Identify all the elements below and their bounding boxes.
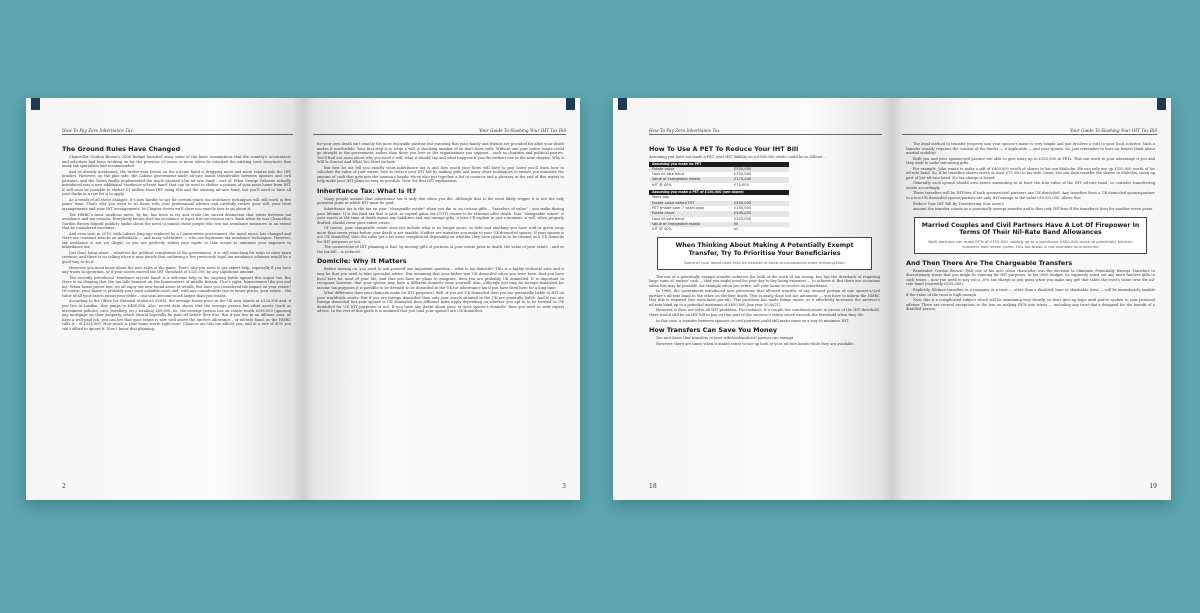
section-heading: Domicile: Why It Matters — [317, 257, 407, 266]
pet-table-no-pet — [649, 162, 789, 188]
table-cell: nil — [731, 227, 789, 232]
header-rule — [902, 134, 1157, 135]
page-body — [62, 142, 291, 474]
paragraph: Reduce Your IHT Bill By Transferring Your Assets — [913, 201, 1004, 206]
paragraph: Many people assume that inheritance tax is only due when you die. Although that is the most likely trigger it is not the only potential point at which IHT must be paid. — [317, 196, 564, 206]
paragraph: Of course, your chargeable estate does not include what is no longer yours, so debt and anything you have sold or given away more than seven years before your death is not taxable. Neither are transfers you make to your UK-domiciled spouse. If your spouse is not UK domiciled, then the rules get a bit more complicated depending on whether they have opted in to be treated as a UK domicile for IHT purposes or not. — [317, 226, 564, 244]
callout-title: Married Couples and Civil Partners Have A Lot Of Firepower In Terms Of Their Nil-Rate Band Allowances — [921, 221, 1140, 237]
table-header: Assuming you make no PET — [649, 162, 789, 167]
table-cell: £175,000 — [731, 177, 789, 182]
page-3 — [303, 98, 580, 500]
callout-subtitle: Both partners can make PETs of £325,000, adding up to a significant £650,000 worth of potentially tax-free transfers over seven years. This tax break is not available to unmarried — [928, 238, 1133, 249]
book-spread-right — [613, 98, 1171, 500]
paragraph: for your own death isn't exactly the most enjoyable pastime but ensuring that your family and friends are provided for after your death makes it worthwhile. Your first step is to write a will. A shocking number of us don't have wills. Without one your entire estate could go straight to the government, rather than those you love or the organisations you support – such as charities and political parties. You'll find out more about why you need a will, what it should say and what happens if you die without one in the next chapter, Why A Will Is Crucial And What You Must Include. — [317, 142, 564, 165]
page-number: 18 — [649, 483, 657, 490]
paragraph: Explicitly, lifetime transfers to a company or a trust — other than a disabled, bare or charitable trust — will be immediately taxable if the value of the trust is high enough. — [906, 288, 1155, 297]
section-heading: How Transfers Can Save You Money — [649, 326, 778, 335]
header-rule — [62, 134, 293, 135]
section-heading: How To Use A PET To Reduce Your IHT Bill — [649, 145, 799, 153]
page-18 — [613, 98, 892, 500]
paragraph: What difference does your domicile make for IHT purposes? Well, if you are UK domiciled then you are potentially liable to IHT on your worldwide assets. But if you are foreign domiciled then only your assets situated in the UK are generally liable. And if you are foreign domiciled but your spouse is UK domiciled then different rules apply depending on whether you opt in to be treated as UK domiciled for UK IHT purposes or not. If you have any doubt about your, or your spouse's domicile, then you need to seek expert advice. In the rest of this guide it is assumed that you (and your spouse) are UK domiciled. — [317, 291, 564, 314]
paragraph: The recently introduced 'residence nil-rate band' is a welcome help in the ongoing battle against this unjust tax. But there is no denying that the tax falls heaviest on the homeowners of middle Britain. That's right, homeowners like you and me. When house prices rise, we all enjoy our new-found sense of wealth. But have you considered the impact on your estate? Of course, your house is probably your most valuable asset and, with any considerable rise in house prices, your estate – the value of all your assets minus your debts – can soon become much larger than you realise. — [62, 275, 291, 298]
paragraph: However, you must know about the new rules of the game. That's why you need to get expert help, especially if you have any trusts in operation, or if your assets exceed the IHT threshold of £325,000 by any significant amount. — [62, 265, 291, 275]
book-spread-left — [26, 98, 580, 500]
paragraph: Inheritance tax is the tax on your "chargeable estate" when you die or on certain gifts – "transfers of value" – you make during your lifetime. It is the final tax that is paid, as capital gains tax (CGT) ceases to be relevant after death. Your "chargeable estate" is your assets at the time of death minus any liabilities and any exempt gifts, a term I'll explain in just a moment. A will, when properly drafted, should cover your entire estate. — [317, 207, 564, 225]
paragraph: However, there are times when it makes sense to use up both of your nil-rate bands while they are available. — [656, 341, 855, 346]
page-2 — [26, 98, 303, 500]
page-19 — [892, 98, 1171, 500]
paragraph: Assuming you have not made a PET, your IHT liability on a £550,000 estate could be as follows... — [649, 155, 826, 159]
table-cell: £400,000 — [731, 211, 789, 216]
header-rule — [313, 134, 566, 135]
paragraph: And even now, in 2019, with Labour long ago replaced by a Conservative government, the mood music has changed and there are constant attacks on individuals — and many celebrities — who use legitimate tax avoidance techniques. However, tax avoidance is not yet illegal, so you are perfectly within your rights to take action to minimise your exposure to inheritance tax. — [62, 231, 291, 250]
paragraph: amount the transfer counts as a potentially exempt transfer and is thus only IHT-free if the transferor lives for another seven years. — [913, 207, 1154, 212]
table-cell: Value of chargeable estate — [649, 222, 731, 227]
callout-box — [657, 237, 872, 269]
page-body — [317, 142, 564, 474]
section-heading: The Ground Rules Have Changed — [62, 145, 181, 153]
table-cell: Years ago — [649, 195, 731, 200]
callout-subtitle: Some of your loved ones may be needier or have circumstances more pressing than — [684, 259, 845, 265]
page-number: 19 — [1149, 483, 1157, 490]
table-cell: IHT @ 40% — [649, 227, 731, 232]
paragraph: Chancellor Gordon Brown's 2006 Budget knocked away some of the basic assumptions that the country's accountants and solicitors had been working on for the previous 20 years or more when he attacked the existing trust structures that many tax specialists had recommended. — [62, 155, 291, 169]
paragraph: Now, this is a complicated subject which will be examining very shortly, so don't give up hope until you've spoken to your personal adviser. There are several exceptions to the ban on making PETs into trusts — including any trust that's designed for the benefit of a disabled person. — [906, 298, 1155, 312]
table-cell: £325,000 — [731, 217, 789, 222]
corner-tab — [618, 98, 627, 110]
paragraph: You now know that transfers to your wife/husband/civil partner are exempt. — [656, 336, 795, 341]
callout-box — [914, 217, 1147, 254]
table-cell: Less nil-rate band — [649, 217, 731, 222]
paragraph: Remember Gordon Brown? Well one of his acts when chancellor was the decision to eliminate Potentially Exempt Transfers to discretionary trusts that you might be running for IHT purposes. In his 2006 budget, he expressly ruled out any more tax-free gifts to such trusts – now you need to pay out a 20% tax charge at any point when you make any gift that takes the trust's value over the nil-rate band (currently £325,000). — [906, 268, 1155, 287]
section-heading: And Then There Are The Chargeable Transfers — [906, 258, 1073, 267]
paragraph: Just don't hang about – whatever the political complexion of the government, it is still searching for ways to raise more revenue, and there is no telling when it may decide that outlawing a few previously legal tax avoidance schemes would be a good way to do it. — [62, 250, 291, 265]
paragraph: The legal method to transfer property into your spouse's name is very simple and just involves a visit to your local solicitor. Such a transfer usually requires the consent of the lender — if applicable — and your spouse. So, just remember to have an honest think about marital stability! — [906, 142, 1155, 156]
paragraph: For example, John wants to make a gift of £400,000 worth of shares to his son Malcolm. He can only use up £325,000 worth of his nil-rate band. So, if he transfers shares worth at least £75,000 to his wife, Susie, she can then transfer the shares to Malcolm, using up part of her nil-rate band. No tax charge is levied. — [906, 166, 1155, 180]
callout-title: When Thinking About Making A Potentially Exempt Transfer, Try To Prioritise Your Beneficiaries — [675, 242, 854, 257]
paragraph: As a result of all these changes, it's now harder to say for certain which tax avoidance techniques will still work in five years' time. That's why you need to sit down with your professional adviser and carefully review your will, your trust arrangements and your IHT arrangements. In Chapter Seven we'll show you exactly how to go about it. — [62, 197, 291, 212]
running-head: How To Pay Zero Inheritance Tax — [62, 128, 133, 133]
table-cell: nil — [731, 222, 789, 227]
paragraph: And as already mentioned, the twelve-year freeze on the nil-rate band is dragging more and more estates into the IHT bracket. However, on the plus side, the Labour government made nil-rate bands transferable between spouses and civil partners, and the Tories finally implemented the much vaunted £1m nil-rate band – sort of. What George Osborne actually introduced was a new additional 'residence nil-rate band' that can be used to shelter a portion of your main home from IHT. It will soon be possible to shelter £1 million from IHT using this and the existing nil-rate band, but you'll need to have all your ducks in a row for it to apply. — [62, 169, 291, 197]
table-cell: PET (made over 7 years ago) — [649, 206, 731, 211]
paragraph: According to the Office for National Statistics (ONS), the average house price in the UK now stands at £226,906 and, if you live in London, that jumps to £484,584. Also, recent data shows that the average person has other assets (such as investment policies, cars, jewellery, etc.) totalling £69,800. So, the average person has an estate worth £296,000 (ignoring any mortgage on their property, which should hopefully be paid off before they die). But if you live in an affluent area, or have a well-paid job, you can bet that your estate is now well above the tax-free allowance – or nil-rate band, as the HMRC calls it – of £325,000. How much is your home worth right now? Chances are this tax affects you, and at a rate of 40% you can't afford to ignore it. Now I know that planning — [62, 299, 291, 331]
paragraph: Both you and your spouse/civil partner are able to give away up to £325,000 in PETs. This can work to your advantage if you and they wish to make tax-saving gifts. — [906, 156, 1155, 166]
paragraph: In this case, a transfer between spouses or civil partners could still make sense as a way to minimise IHT. — [656, 318, 850, 323]
paragraph: In 1986, the government introduced new provisions that allowed transfer of any unused portion of one spouse's/civil partner's nil-rate band to the other on the first death. This is easily done but not automatic — you have to inform the HMRC that this is required (see www.hmrc.gov.uk). This provision has made things easier, as it effectively increases the survivor's nil-rate band up to a potential maximum of £650,000 (tax year 2020/21). — [649, 289, 880, 307]
section-heading: Inheritance Tax: What Is It? — [317, 186, 416, 195]
table-cell: Less nil-rate band — [649, 172, 731, 177]
table-cell: Estate value before PET — [649, 201, 731, 206]
table-cell: £150,000 — [731, 206, 789, 211]
table-cell: Value of chargeable estate — [649, 177, 731, 182]
table-cell: Estate value — [649, 211, 731, 216]
header-rule — [649, 134, 882, 135]
paragraph: But first let me tell you exactly what inheritance tax is and how much your heirs will have to pay. Later you'll learn how to calculate the value of your estate, how to reduce your IHT bill by making gifts and many other techniques to ensure you minimise the amount of cash that gets into the taxman's hands. We've also put together a list of contacts and a glossary at the end of this report to help make your IHT plans as easy as possible. Now, for that IHT explanation... — [317, 165, 564, 184]
paragraph: Generally each spouse should own assets amounting to at least the true value of the IHT nil-rate band, so consider transferring assets accordingly. — [906, 181, 1155, 190]
table-header: Assuming you make a PET of £150,000 (see above) — [649, 190, 789, 195]
table-cell: £325,000 — [731, 172, 789, 177]
paragraph: Before moving on, you need to ask yourself one important question – what is my domicile? This is a highly technical area and it may be that you need to take specialist advice. But assuming that your father was UK domiciled when you were born, that you have lived here for most of your life, and that you have no plans to emigrate, then you are probably UK domiciled. It is important to recognise however, that your spouse may have a different domicile from yourself. Also, although you may be foreign domiciled for income tax purposes it is possible to be deemed to be domiciled in the UK for inheritance tax if you have lived here for a long time. — [317, 267, 564, 290]
running-head: Your Guide To Slashing Your IHT Tax Bill — [479, 128, 566, 133]
table-cell: IHT @ 40% — [649, 183, 731, 188]
table-cell: £550,000 — [731, 167, 789, 172]
paragraph: The use of a potentially exempt transfer achieves the bulk of the work of tax saving, but has the drawback of requiring large sums of 'excess' cash — that you might need for your day-to-day living expenses — to achieve it. But there are occasions when this may be possible, for example when you retire, sell your home or receive an inheritance. — [649, 274, 880, 288]
paragraph: These transfers will be IHT-free if both spouses/civil partners are UK-domiciled. Any transfers from a UK-domiciled spouse/partner to a non-UK domiciled spouse/partner are only IHT-exempt to the value of £325,000. Above this — [906, 191, 1155, 201]
corner-tab — [566, 98, 575, 110]
page-body — [906, 142, 1155, 474]
running-head: How To Pay Zero Inheritance Tax — [649, 128, 720, 133]
table-cell: £550,000 — [731, 201, 789, 206]
pet-table-with-pet — [649, 190, 789, 232]
paragraph: The HMRC's most insidious move, by far, has been to try and erode the sacred distinction that exists between tax avoidance and tax evasion. Everybody knows that tax avoidance is legal, but tax evasion isn't. Back when he was Chancellor, Gordon Brown himself publicly spoke about the need to punish those people who use tax avoidance measures to an extent that he considered excessive. — [62, 212, 291, 231]
corner-tab — [1157, 98, 1166, 110]
running-head: Your Guide To Slashing Your IHT Tax Bill — [1070, 128, 1157, 133]
page-number: 2 — [62, 483, 66, 490]
page-body — [649, 142, 880, 474]
corner-tab — [31, 98, 40, 110]
paragraph: However, it does not solve all IHT problems. For instance, if a couple has combined assets in excess of the IHT threshold, there would still be an IHT bill to pay on that part of the survivor's estate which exceeds the threshold when they die. — [649, 308, 880, 317]
table-cell: £70,000 — [731, 183, 789, 188]
paragraph: The cornerstone of IHT planning is that, by moving gifts of portions of your estate prior to death, the value of your estate – and so the tax bill – is reduced. — [317, 245, 564, 254]
table-cell: Estate value — [649, 167, 731, 172]
page-number: 3 — [562, 483, 566, 490]
